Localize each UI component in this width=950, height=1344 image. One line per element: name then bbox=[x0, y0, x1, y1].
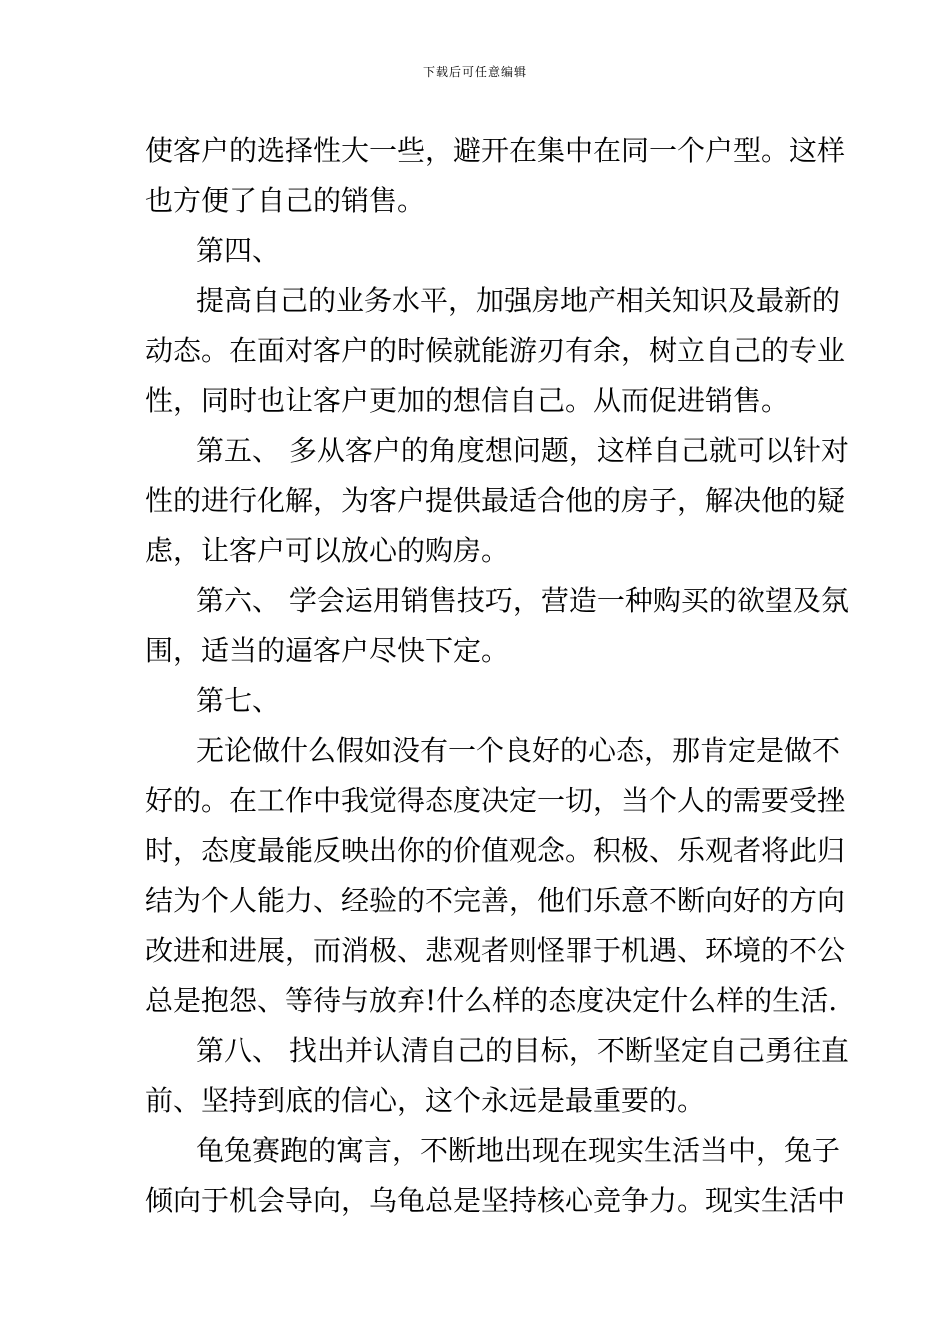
text-line: 时，态度最能反映出你的价值观念。积极、乐观者将此归 bbox=[145, 834, 846, 867]
text-line: 使客户的选择性大一些，避开在集中在同一个户型。这样 bbox=[145, 134, 846, 167]
page-header: 下载后可任意编辑 bbox=[422, 65, 527, 79]
text-line: 倾向于机会导向，乌龟总是坚持核心竞争力。现实生活中 bbox=[145, 1184, 846, 1217]
text-line: 结为个人能力、经验的不完善，他们乐意不断向好的方向 bbox=[145, 884, 846, 917]
text-line: 围，适当的逼客户尽快下定。 bbox=[145, 634, 510, 667]
text-line: 第五、 多从客户的角度想问题，这样自己就可以针对 bbox=[196, 434, 849, 467]
document-body bbox=[145, 126, 849, 1226]
text-line: 好的。在工作中我觉得态度决定一切，当个人的需要受挫 bbox=[145, 784, 846, 817]
text-line: 也方便了自己的销售。 bbox=[145, 184, 426, 217]
text-line: 无论做什么假如没有一个良好的心态，那肯定是做不 bbox=[196, 734, 841, 767]
text-line: 提高自己的业务水平，加强房地产相关知识及最新的 bbox=[196, 284, 841, 317]
text-line: 第八、 找出并认清自己的目标，不断坚定自己勇往直 bbox=[196, 1034, 849, 1067]
text-line: 性，同时也让客户更加的想信自己。从而促进销售。 bbox=[145, 384, 790, 417]
text-line: 第四、 bbox=[196, 234, 281, 267]
text-line: 总是抱怨、等待与放弃!什么样的态度决定什么样的生活. bbox=[145, 984, 838, 1017]
text-line: 第六、 学会运用销售技巧，营造一种购买的欲望及氛 bbox=[196, 584, 849, 617]
text-line: 性的进行化解，为客户提供最适合他的房子，解决他的疑 bbox=[145, 484, 846, 517]
text-line: 改进和进展，而消极、悲观者则怪罪于机遇、环境的不公 bbox=[145, 934, 846, 967]
text-line: 动态。在面对客户的时候就能游刃有余，树立自己的专业 bbox=[145, 334, 846, 367]
text-line: 龟兔赛跑的寓言，不断地出现在现实生活当中，兔子 bbox=[196, 1134, 841, 1167]
text-line: 前、坚持到底的信心，这个永远是最重要的。 bbox=[145, 1084, 706, 1117]
text-line: 第七、 bbox=[196, 684, 281, 717]
text-line: 虑，让客户可以放心的购房。 bbox=[145, 534, 510, 567]
